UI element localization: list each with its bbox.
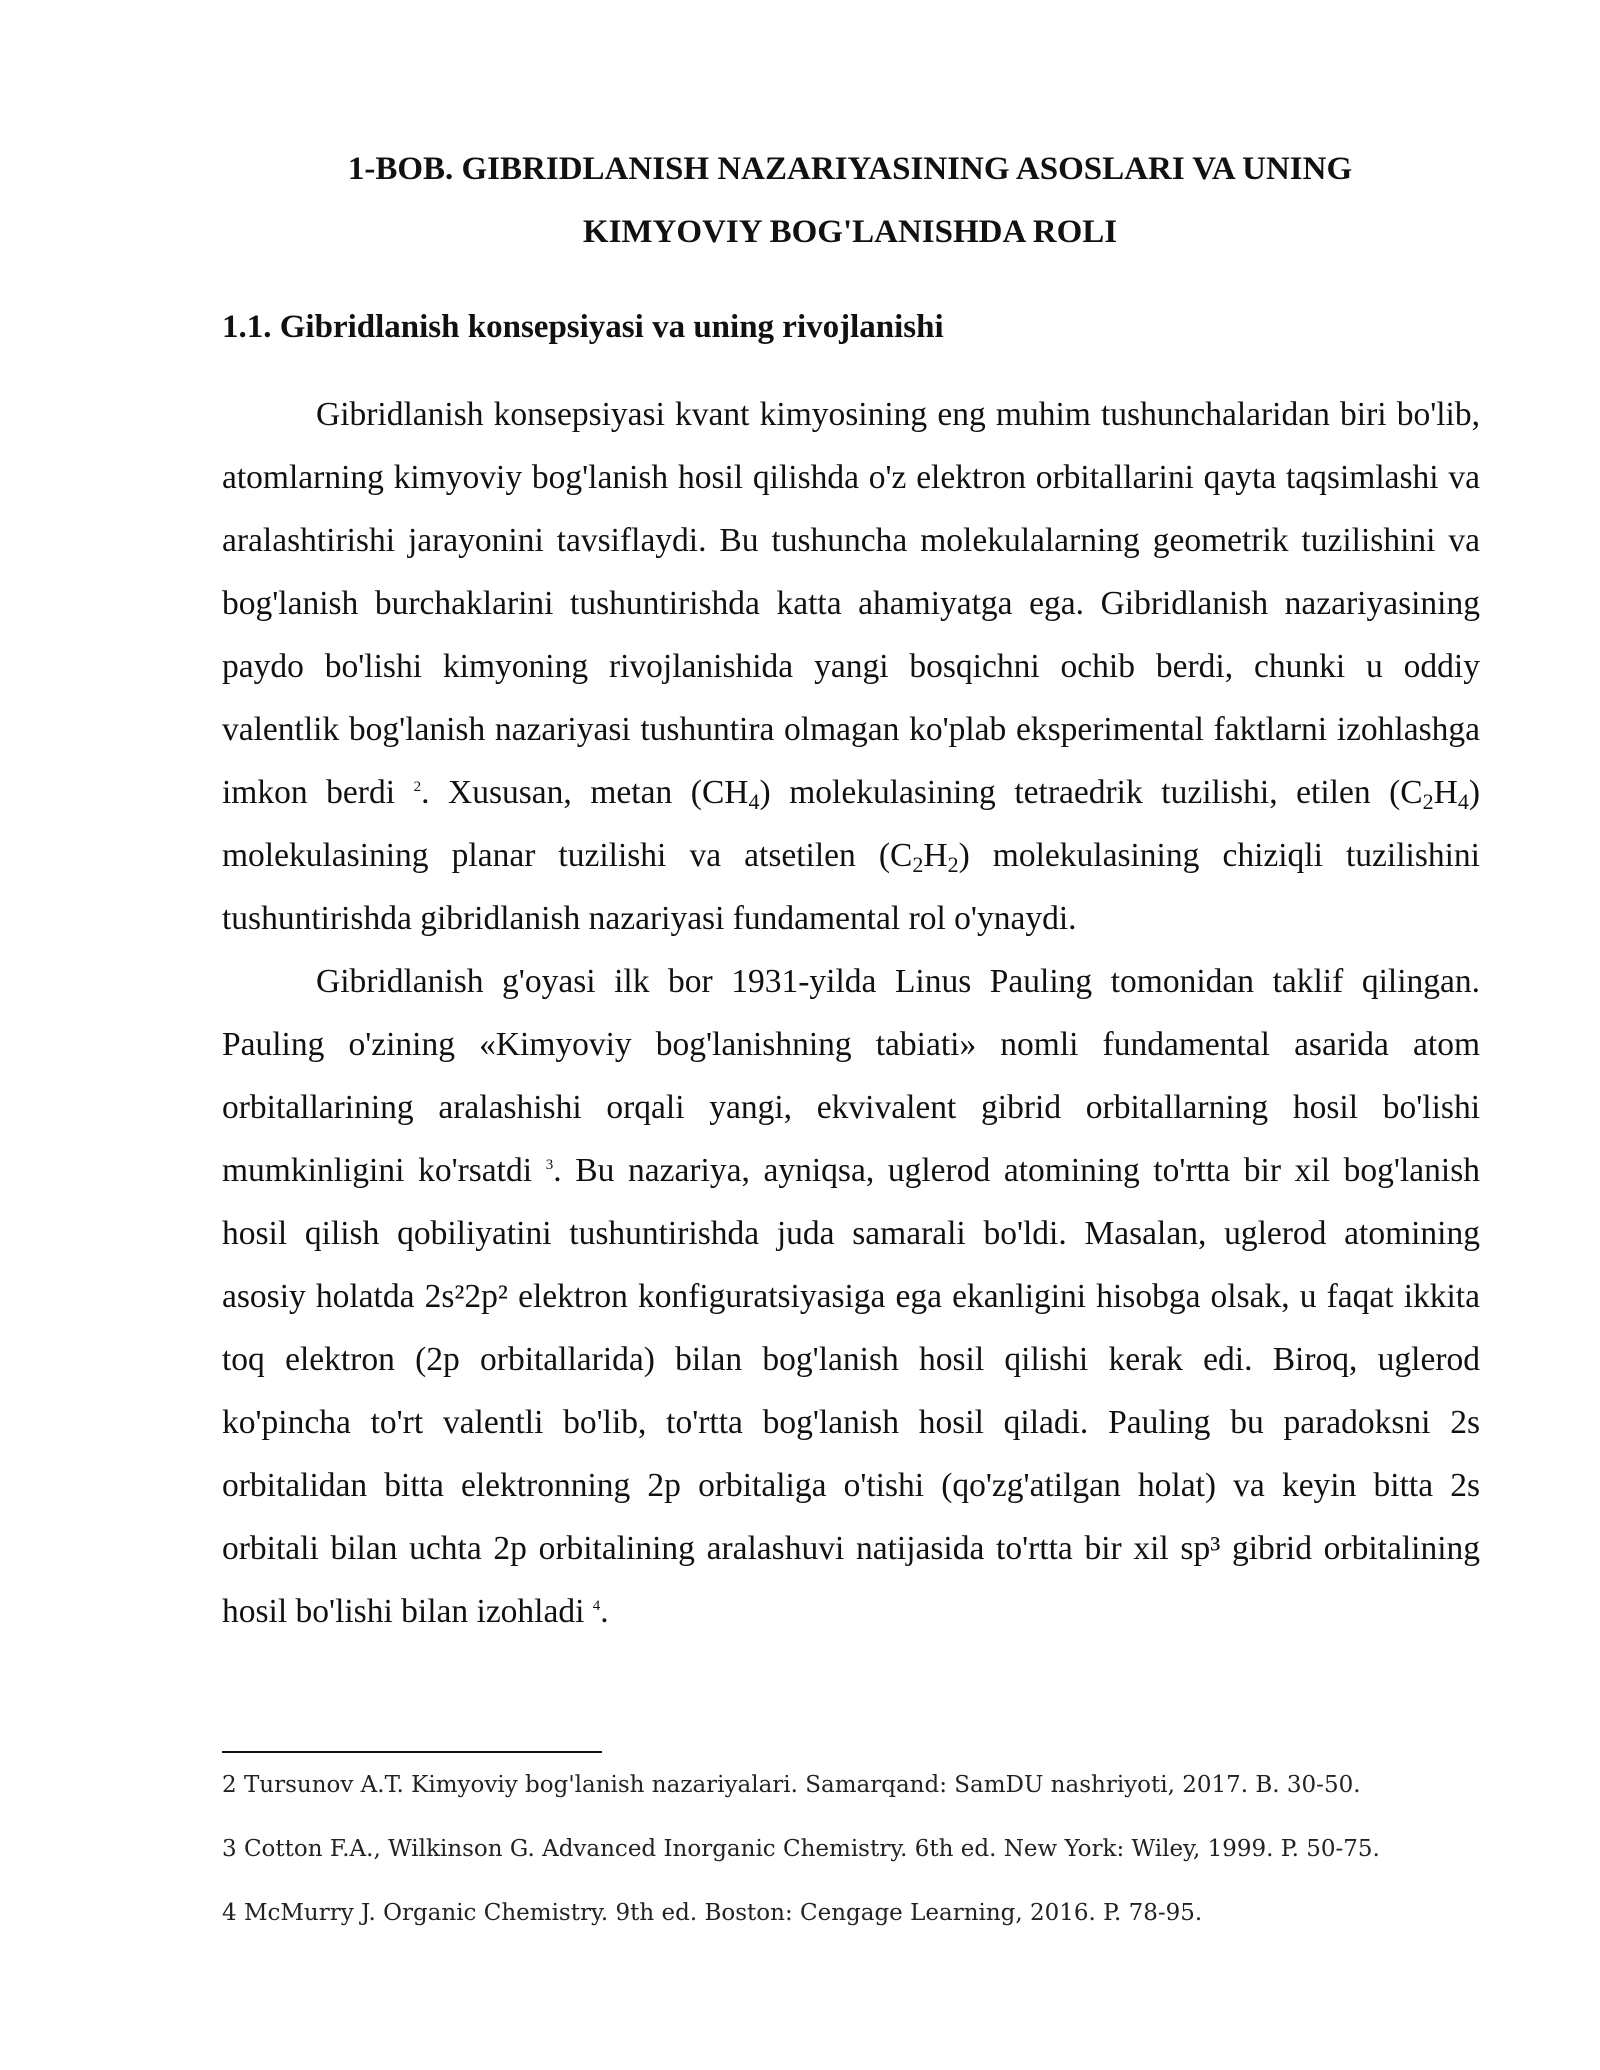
chapter-title-line-1: 1-BOB. GIBRIDLANISH NAZARIYASINING ASOSLARI VA UNING bbox=[347, 151, 1353, 187]
footnote-ref-3[interactable]: 3 bbox=[545, 1157, 554, 1173]
footnote-ref-4[interactable]: 4 bbox=[592, 1598, 601, 1614]
footnote-3: 3 Cotton F.A., Wilkinson G. Advanced Inorganic Chemistry. 6th ed. New York: Wiley, 1999. P. 50-75. bbox=[222, 1836, 1380, 1862]
footnote-separator bbox=[222, 1751, 602, 1753]
subscript: 4 bbox=[748, 789, 760, 814]
subscript: 2 bbox=[912, 852, 924, 877]
subscript: 2 bbox=[1422, 789, 1434, 814]
section-heading: 1.1. Gibridlanish konsepsiyasi va uning rivojlanishi bbox=[222, 309, 944, 345]
chapter-title bbox=[220, 138, 1480, 264]
subscript: 4 bbox=[1457, 789, 1469, 814]
paragraph-1: Gibridlanish konsepsiyasi kvant kimyosining eng muhim tushunchalaridan biri bo'lib, atomlarning kimyoviy bog'lanish hosil qilishda o'z elektron orbitallarini qayta taqsimlashi va aralashtirishi jarayonini tavsiflaydi. Bu tushuncha molekulalarning geometrik tuzilishini va bog'lanish burchaklarini tushuntirishda katta ahamiyatga ega. Gibridlanish nazariyasining paydo bo'lishi kimyoning rivojlanishida yangi bosqichni ochib berdi, chunki u oddiy valentlik bog'lanish nazariyasi tushuntira olmagan ko'plab eksperimental faktlarni izohlashga imkon berdi $^2$. Xususan, metan $(CH_4)$ molekulasining tetraedrik tuzilishi, etilen $(C_2H_4)$ molekulasining planar tuzilishi va atsetilen $(C_2H_2)$ molekulasining chiziqli tuzilishini tushuntirishda gibridlanish nazariyasi fundamental rol o'ynaydi. bbox=[222, 396, 1480, 937]
chapter-title-line-2: KIMYOVIY BOG'LANISHDA ROLI bbox=[582, 214, 1118, 250]
footnote-2: 2 Tursunov A.T. Kimyoviy bog'lanish nazariyalari. Samarqand: SamDU nashriyoti, 2017. B. 30-50. bbox=[222, 1772, 1361, 1798]
body-text bbox=[222, 383, 1480, 1643]
paragraph-2: Gibridlanish g'oyasi ilk bor 1931-yilda Linus Pauling tomonidan taklif qilingan. Pauling o'zining «Kimyoviy bog'lanishning tabiati» nomli fundamental asarida atom orbitallarining aralashishi orqali yangi, ekvivalent gibrid orbitallarning hosil bo'lishi mumkinligini ko'rsatdi $^3$. Bu nazariya, ayniqsa, uglerod atomining to'rtta bir xil bog'lanish hosil qilish qobiliyatini tushuntirishda juda samarali bo'ldi. Masalan, uglerod atomining asosiy holatda 2s²2p² elektron konfiguratsiyasiga ega ekanligini hisobga olsak, u faqat ikkita toq elektron (2p orbitallarida) bilan bog'lanish hosil qilishi kerak edi. Biroq, uglerod ko'pincha to'rt valentli bo'lib, to'rtta bog'lanish hosil qiladi. Pauling bu paradoksni 2s orbitalidan bitta elektronning 2p orbitaliga o'tishi (qo'zg'atilgan holat) va keyin bitta 2s orbitali bilan uchta 2p orbitalining aralashuvi natijasida to'rtta bir xil sp³ gibrid orbitalining hosil bo'lishi bilan izohladi $^4$. bbox=[222, 963, 1480, 1630]
footnote-4: 4 McMurry J. Organic Chemistry. 9th ed. Boston: Cengage Learning, 2016. P. 78-95. bbox=[222, 1900, 1203, 1926]
footnotes bbox=[222, 1762, 1480, 1954]
footnote-ref-2[interactable]: 2 bbox=[413, 779, 422, 795]
subscript: 2 bbox=[947, 852, 959, 877]
